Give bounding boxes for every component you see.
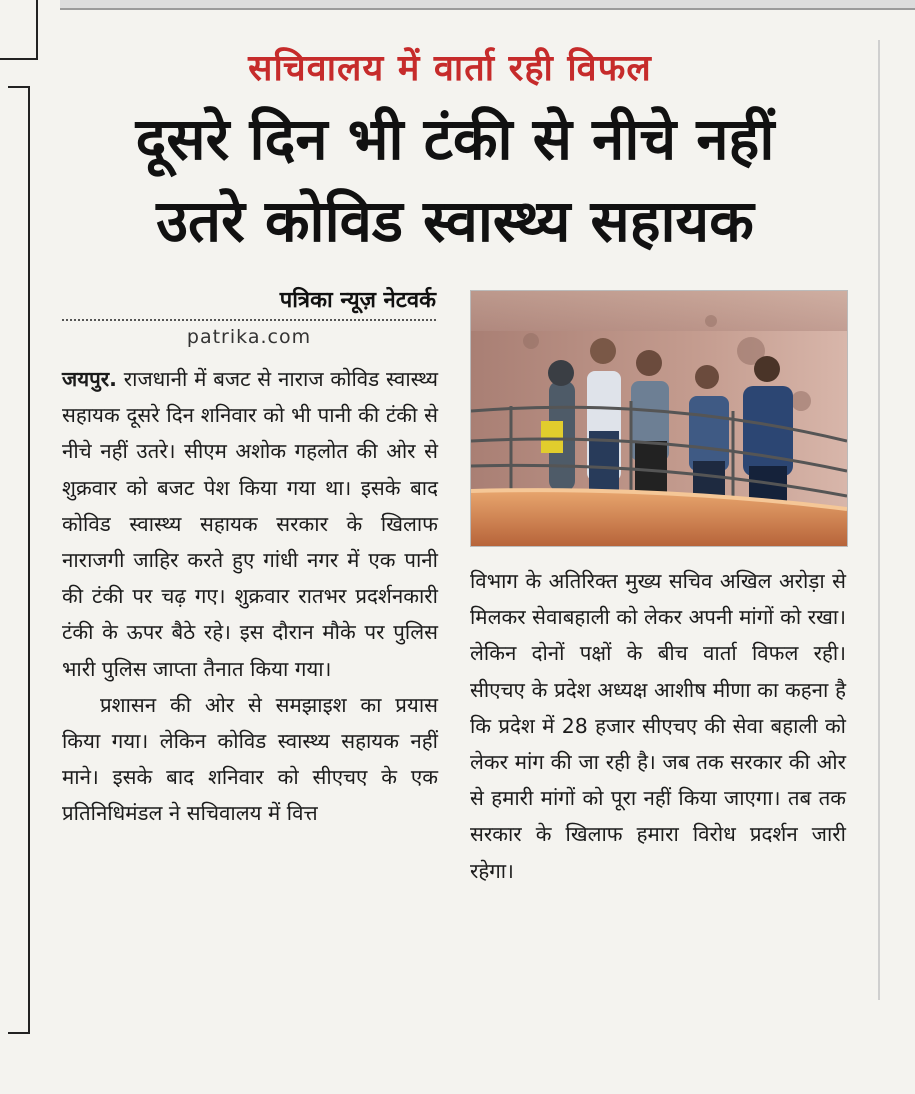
headline-line-2: उतरे कोविड स्वास्थ्य सहायक [156,187,754,255]
paragraph-1 [62,361,438,687]
column-divider [878,40,880,1000]
kicker-headline: सचिवालय में वार्ता रही विफल [248,47,652,89]
byline: पत्रिका न्यूज़ नेटवर्क [279,288,436,313]
article-border [8,86,30,1034]
article-column-right [470,563,846,1043]
top-divider [60,8,915,10]
dateline: जयपुर. [62,367,117,391]
next-article-cut-off [170,1054,915,1094]
article-column-left [62,361,438,1041]
paragraph-2-part-1: प्रशासन की ओर से समझाइश का प्रयास किया गया। लेकिन कोविड स्वास्थ्य सहायक नहीं माने। इसके बाद शनिवार को सीएचए के एक प्रतिनिधिमंडल ने सचिवालय में वित्त [62,692,438,826]
paragraph-2-part-2: विभाग के अतिरिक्त मुख्य सचिव अखिल अरोड़ा से मिलकर सेवाबहाली को लेकर अपनी मांगों को रखा। लेकिन दोनों पक्षों के बीच वार्ता विफल रही। सीएचए के प्रदेश अध्यक्ष आशीष मीणा का कहना है कि प्रदेश में 28 हजार सीएचए की सेवा बहाली को लेकर मांग की जा रही है। जब तक सरकार की ओर से हमारी मांगों को पूरा नहीं किया जाएगा। तब तक सरकार के खिलाफ हमारा विरोध प्रदर्शन जारी रहेगा। [470,569,846,883]
main-headline [50,98,860,262]
website-credit: patrika.com [186,326,312,348]
paragraph-1-text: राजधानी में बजट से नाराज कोविड स्वास्थ्य सहायक दूसरे दिन शनिवार को भी पानी की टंकी से नीचे नहीं उतरे। सीएम अशोक गहलोत की ओर से शुक्रवार को बजट पेश किया गया था। इसके बाद कोविड स्वास्थ्य सहायक सरकार के खिलाफ नाराजगी जाहिर करते हुए गांधी नगर में एक पानी की टंकी पर चढ़ गए। शुक्रवार रातभर प्रदर्शनकारी टंकी के ऊपर बैठे रहे। इस दौरान मौके पर पुलिस भारी पुलिस जाप्ता तैनात किया गया। [62,367,438,681]
headline-line-1: दूसरे दिन भी टंकी से नीचे नहीं [135,105,775,173]
news-photo [470,290,848,547]
previous-article-border [0,0,38,60]
protesters-on-water-tank-photo [471,291,847,546]
byline-divider [62,319,436,321]
